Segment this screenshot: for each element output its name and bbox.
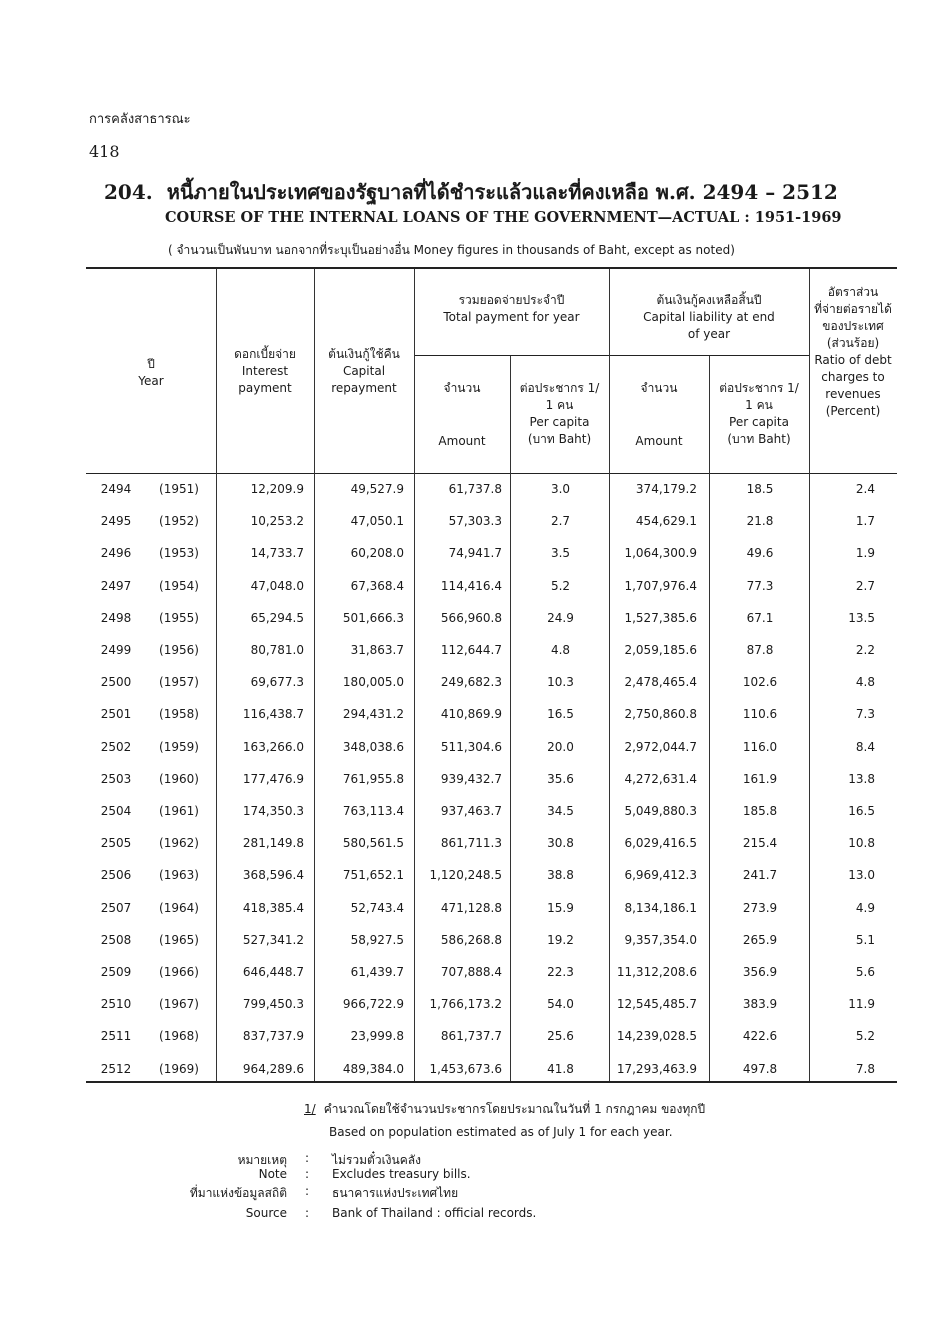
cell-capital: 501,666.3 bbox=[342, 610, 404, 625]
cell-ad: (1961) bbox=[159, 804, 199, 818]
cell-liab: 454,629.1 bbox=[635, 514, 697, 529]
cell-ratio: 8.4 bbox=[855, 739, 875, 754]
table-bottom-rule bbox=[86, 1081, 897, 1083]
cell-liab-pc: 422.6 bbox=[742, 1029, 778, 1044]
cell-capital: 751,652.1 bbox=[342, 868, 404, 883]
cell-total-pc: 16.5 bbox=[547, 707, 574, 722]
cell-interest: 646,448.7 bbox=[242, 965, 304, 979]
header-total-amount: จำนวน Amount bbox=[438, 381, 486, 448]
source-label-english: Source bbox=[245, 1206, 287, 1220]
cell-capital: 49,527.9 bbox=[350, 482, 404, 496]
cell-liab: 12,545,485.7 bbox=[616, 997, 697, 1012]
cell-capital: 61,439.7 bbox=[350, 965, 404, 979]
cell-ratio: 1.9 bbox=[855, 546, 875, 561]
source-colon: : bbox=[305, 1206, 310, 1220]
cell-total: 74,941.7 bbox=[448, 546, 502, 561]
cell-be: 2511 bbox=[100, 1029, 132, 1044]
cell-ratio: 7.3 bbox=[855, 707, 875, 722]
title-thai-text: หนี้ภายในประเทศของรัฐบาลที่ได้ชำระแล้วและที่คงเหลือ พ.ศ. 2494 – 2512 bbox=[166, 180, 838, 204]
cell-total-pc: 22.3 bbox=[547, 965, 574, 979]
cell-capital: 58,927.5 bbox=[350, 932, 404, 947]
header-capital: ต้นเงินกู้ใช้คืน Capital repayment bbox=[328, 347, 400, 395]
note-text-thai: ไม่รวมตั๋วเงินคลัง bbox=[332, 1153, 421, 1167]
col-divider bbox=[510, 356, 511, 1081]
cell-total: 511,304.6 bbox=[440, 739, 502, 754]
cell-capital: 489,384.0 bbox=[342, 1061, 404, 1076]
cell-liab: 2,059,185.6 bbox=[624, 643, 697, 657]
cell-ratio: 13.0 bbox=[848, 868, 875, 883]
cell-liab-pc: 161.9 bbox=[742, 771, 778, 786]
header-liability-amount: จำนวน Amount bbox=[635, 381, 683, 448]
cell-ad: (1967) bbox=[159, 997, 199, 1012]
cell-interest: 281,149.8 bbox=[242, 836, 304, 851]
cell-be: 2498 bbox=[100, 610, 132, 625]
cell-total: 707,888.4 bbox=[440, 965, 502, 979]
cell-liab-pc: 215.4 bbox=[742, 836, 778, 851]
cell-be: 2508 bbox=[100, 932, 132, 947]
cell-ratio: 13.8 bbox=[848, 771, 875, 786]
table-top-rule bbox=[86, 267, 897, 269]
cell-be: 2510 bbox=[100, 997, 132, 1012]
cell-liab: 14,239,028.5 bbox=[616, 1029, 697, 1044]
cell-ratio: 5.1 bbox=[855, 932, 875, 947]
note-colon: : bbox=[305, 1151, 310, 1165]
cell-ratio: 7.8 bbox=[855, 1061, 875, 1076]
cell-interest: 69,677.3 bbox=[250, 675, 304, 690]
cell-total: 249,682.3 bbox=[440, 675, 502, 690]
cell-capital: 294,431.2 bbox=[342, 707, 404, 722]
cell-be: 2497 bbox=[100, 578, 132, 593]
cell-ad: (1955) bbox=[159, 610, 199, 625]
cell-liab: 4,272,631.4 bbox=[624, 771, 697, 786]
cell-ratio: 2.7 bbox=[855, 578, 875, 593]
cell-capital: 60,208.0 bbox=[350, 546, 404, 561]
cell-total: 861,711.3 bbox=[440, 836, 502, 851]
cell-interest: 418,385.4 bbox=[242, 900, 304, 915]
table-title-english: COURSE OF THE INTERNAL LOANS OF THE GOVERNMENT—ACTUAL : 1951-1969 bbox=[165, 209, 842, 226]
cell-ad: (1956) bbox=[159, 643, 199, 657]
cell-total-pc: 30.8 bbox=[547, 836, 574, 851]
cell-ad: (1965) bbox=[159, 932, 199, 947]
cell-total-pc: 34.5 bbox=[547, 804, 574, 818]
cell-liab: 5,049,880.3 bbox=[624, 804, 697, 818]
cell-ratio: 5.6 bbox=[855, 965, 875, 979]
cell-ratio: 16.5 bbox=[848, 804, 875, 818]
cell-total-pc: 41.8 bbox=[547, 1061, 574, 1076]
cell-capital: 67,368.4 bbox=[350, 578, 404, 593]
cell-be: 2512 bbox=[100, 1061, 132, 1076]
cell-liab-pc: 102.6 bbox=[742, 675, 778, 690]
cell-interest: 10,253.2 bbox=[250, 514, 304, 529]
cell-total-pc: 10.3 bbox=[547, 675, 574, 690]
cell-ad: (1964) bbox=[159, 900, 199, 915]
cell-capital: 761,955.8 bbox=[342, 771, 404, 786]
cell-ad: (1968) bbox=[159, 1029, 199, 1044]
cell-be: 2494 bbox=[100, 482, 132, 496]
cell-liab: 2,478,465.4 bbox=[624, 675, 697, 690]
cell-ad: (1958) bbox=[159, 707, 199, 722]
cell-total-pc: 54.0 bbox=[547, 997, 574, 1012]
cell-total-pc: 24.9 bbox=[547, 610, 574, 625]
cell-total: 1,453,673.6 bbox=[429, 1061, 502, 1076]
cell-capital: 763,113.4 bbox=[342, 804, 404, 818]
cell-total: 57,303.3 bbox=[448, 514, 502, 529]
cell-interest: 12,209.9 bbox=[250, 482, 304, 496]
cell-interest: 65,294.5 bbox=[250, 610, 304, 625]
cell-ratio: 4.8 bbox=[855, 675, 875, 690]
cell-be: 2506 bbox=[100, 868, 132, 883]
cell-total: 861,737.7 bbox=[440, 1029, 502, 1044]
cell-total-pc: 25.6 bbox=[547, 1029, 574, 1044]
header-liability-per-capita: ต่อประชากร 1/ 1 คน Per capita (บาท Baht) bbox=[719, 381, 799, 446]
cell-be: 2496 bbox=[100, 546, 132, 561]
cell-interest: 837,737.9 bbox=[242, 1029, 304, 1044]
cell-ad: (1963) bbox=[159, 868, 199, 883]
cell-capital: 966,722.9 bbox=[342, 997, 404, 1012]
cell-liab: 374,179.2 bbox=[635, 482, 697, 496]
cell-liab-pc: 273.9 bbox=[742, 900, 778, 915]
cell-liab: 11,312,208.6 bbox=[616, 965, 697, 979]
cell-liab: 6,029,416.5 bbox=[624, 836, 697, 851]
cell-capital: 52,743.4 bbox=[350, 900, 404, 915]
cell-liab-pc: 21.8 bbox=[746, 514, 774, 529]
cell-total-pc: 20.0 bbox=[547, 739, 574, 754]
cell-interest: 163,266.0 bbox=[242, 739, 304, 754]
cell-liab-pc: 356.9 bbox=[742, 965, 778, 979]
cell-interest: 47,048.0 bbox=[250, 578, 304, 593]
cell-be: 2509 bbox=[100, 965, 132, 979]
cell-total: 566,960.8 bbox=[440, 610, 502, 625]
note-text-english: Excludes treasury bills. bbox=[332, 1167, 471, 1181]
source-colon: : bbox=[305, 1184, 310, 1198]
cell-ratio: 11.9 bbox=[848, 997, 875, 1012]
cell-liab: 2,972,044.7 bbox=[624, 739, 697, 754]
cell-interest: 799,450.3 bbox=[242, 997, 304, 1012]
cell-total: 61,737.8 bbox=[448, 482, 502, 496]
cell-liab: 17,293,463.9 bbox=[616, 1061, 697, 1076]
cell-liab-pc: 87.8 bbox=[746, 643, 774, 657]
cell-be: 2502 bbox=[100, 739, 132, 754]
cell-ratio: 13.5 bbox=[848, 610, 875, 625]
cell-interest: 964,289.6 bbox=[242, 1061, 304, 1076]
cell-liab-pc: 110.6 bbox=[742, 707, 778, 722]
cell-ratio: 2.2 bbox=[855, 643, 875, 657]
cell-be: 2500 bbox=[100, 675, 132, 690]
col-divider bbox=[709, 356, 710, 1081]
cell-interest: 14,733.7 bbox=[250, 546, 304, 561]
cell-liab: 9,357,354.0 bbox=[624, 932, 697, 947]
cell-liab: 2,750,860.8 bbox=[624, 707, 697, 722]
cell-total: 114,416.4 bbox=[440, 578, 502, 593]
footnote-english: Based on population estimated as of July 1 for each year. bbox=[329, 1125, 673, 1139]
cell-total-pc: 4.8 bbox=[550, 643, 571, 657]
cell-ratio: 4.9 bbox=[855, 900, 875, 915]
note-label-thai: หมายเหตุ bbox=[237, 1153, 287, 1167]
cell-capital: 31,863.7 bbox=[350, 643, 404, 657]
header-total-per-capita: ต่อประชากร 1/ 1 คน Per capita (บาท Baht) bbox=[519, 381, 600, 446]
cell-ratio: 2.4 bbox=[855, 482, 875, 496]
footnote-thai: 1/ คำนวณโดยใช้จำนวนประชากรโดยประมาณในวันที่ 1 กรกฎาคม ของทุกปี bbox=[304, 1102, 706, 1116]
source-text-thai: ธนาคารแห่งประเทศไทย bbox=[332, 1186, 459, 1200]
cell-liab-pc: 265.9 bbox=[742, 932, 778, 947]
cell-ad: (1957) bbox=[159, 675, 199, 690]
table-subtitle: ( จำนวนเป็นพันบาท นอกจากที่ระบุเป็นอย่างอื่น Money figures in thousands of Baht, except as noted) bbox=[168, 243, 735, 257]
cell-total: 1,120,248.5 bbox=[429, 868, 502, 883]
cell-ad: (1953) bbox=[159, 546, 199, 561]
cell-total: 112,644.7 bbox=[440, 643, 502, 657]
cell-total-pc: 19.2 bbox=[547, 932, 574, 947]
cell-interest: 368,596.4 bbox=[242, 868, 304, 883]
page-number: 418 bbox=[89, 142, 120, 161]
cell-total: 410,869.9 bbox=[440, 707, 502, 722]
cell-capital: 23,999.8 bbox=[350, 1029, 404, 1044]
table-number: 204. bbox=[104, 180, 153, 204]
cell-liab-pc: 185.8 bbox=[742, 804, 778, 818]
cell-liab: 8,134,186.1 bbox=[624, 900, 697, 915]
cell-liab-pc: 49.6 bbox=[746, 546, 774, 561]
cell-interest: 174,350.3 bbox=[242, 804, 304, 818]
cell-liab: 6,969,412.3 bbox=[624, 868, 697, 883]
cell-liab: 1,064,300.9 bbox=[624, 546, 697, 561]
header-bottom-rule bbox=[86, 473, 897, 474]
cell-be: 2507 bbox=[100, 900, 132, 915]
cell-total: 471,128.8 bbox=[440, 900, 502, 915]
cell-total-pc: 35.6 bbox=[547, 771, 574, 786]
cell-total: 937,463.7 bbox=[440, 804, 502, 818]
cell-capital: 348,038.6 bbox=[342, 739, 404, 754]
cell-ad: (1966) bbox=[159, 965, 199, 979]
cell-be: 2501 bbox=[100, 707, 132, 722]
cell-total-pc: 2.7 bbox=[550, 514, 571, 529]
cell-liab-pc: 383.9 bbox=[742, 997, 778, 1012]
cell-ratio: 10.8 bbox=[848, 836, 875, 851]
cell-liab-pc: 241.7 bbox=[742, 868, 778, 883]
cell-total-pc: 5.2 bbox=[550, 578, 571, 593]
cell-total-pc: 15.9 bbox=[547, 900, 574, 915]
header-capital-liability-group: ต้นเงินกู้คงเหลือสิ้นปี Capital liability at end of year bbox=[643, 293, 775, 341]
cell-total-pc: 3.0 bbox=[550, 482, 571, 496]
cell-total: 1,766,173.2 bbox=[429, 997, 502, 1012]
cell-ad: (1952) bbox=[159, 514, 199, 529]
header-total-payment-group: รวมยอดจ่ายประจำปี Total payment for year bbox=[443, 293, 580, 324]
cell-be: 2504 bbox=[100, 804, 132, 818]
header-interest: ดอกเบี้ยจ่าย Interest payment bbox=[234, 347, 296, 395]
cell-liab-pc: 497.8 bbox=[742, 1061, 778, 1076]
source-label-thai: ที่มาแห่งข้อมูลสถิติ bbox=[189, 1186, 287, 1200]
cell-liab-pc: 67.1 bbox=[746, 610, 774, 625]
cell-be: 2503 bbox=[100, 771, 132, 786]
header-year: ปี Year bbox=[138, 357, 164, 388]
cell-ad: (1951) bbox=[159, 482, 199, 496]
cell-ad: (1969) bbox=[159, 1061, 199, 1076]
cell-be: 2505 bbox=[100, 836, 132, 851]
cell-ratio: 1.7 bbox=[855, 514, 875, 529]
footnote-marker: 1/ bbox=[304, 1102, 316, 1116]
cell-interest: 177,476.9 bbox=[242, 771, 304, 786]
header-ratio: อัตราส่วน ที่จ่ายต่อรายได้ ของประเทศ (ส่วนร้อย) Ratio of debt charges to revenues (Percent) bbox=[814, 285, 892, 418]
cell-total: 586,268.8 bbox=[440, 932, 502, 947]
cell-total: 939,432.7 bbox=[440, 771, 502, 786]
cell-total-pc: 3.5 bbox=[550, 546, 571, 561]
note-colon: : bbox=[305, 1167, 310, 1181]
cell-liab-pc: 18.5 bbox=[746, 482, 774, 496]
cell-liab: 1,527,385.6 bbox=[624, 610, 697, 625]
cell-be: 2499 bbox=[100, 643, 132, 657]
group-header-rule bbox=[414, 355, 809, 356]
cell-interest: 116,438.7 bbox=[242, 707, 304, 722]
cell-ad: (1959) bbox=[159, 739, 199, 754]
source-text-english: Bank of Thailand : official records. bbox=[332, 1206, 537, 1220]
cell-interest: 527,341.2 bbox=[242, 932, 304, 947]
table-title-thai bbox=[104, 176, 838, 208]
cell-liab-pc: 77.3 bbox=[746, 578, 774, 593]
note-label-english: Note bbox=[258, 1167, 287, 1181]
cell-capital: 180,005.0 bbox=[342, 675, 404, 690]
cell-ad: (1960) bbox=[159, 771, 199, 786]
cell-be: 2495 bbox=[100, 514, 132, 529]
cell-capital: 580,561.5 bbox=[342, 836, 404, 851]
cell-ad: (1954) bbox=[159, 578, 199, 593]
cell-capital: 47,050.1 bbox=[350, 514, 404, 529]
cell-ratio: 5.2 bbox=[855, 1029, 875, 1044]
cell-ad: (1962) bbox=[159, 836, 199, 851]
cell-liab-pc: 116.0 bbox=[742, 739, 778, 754]
cell-total-pc: 38.8 bbox=[547, 868, 574, 883]
cell-liab: 1,707,976.4 bbox=[624, 578, 697, 593]
section-title: การคลังสาธารณะ bbox=[89, 112, 191, 127]
cell-interest: 80,781.0 bbox=[250, 643, 304, 657]
